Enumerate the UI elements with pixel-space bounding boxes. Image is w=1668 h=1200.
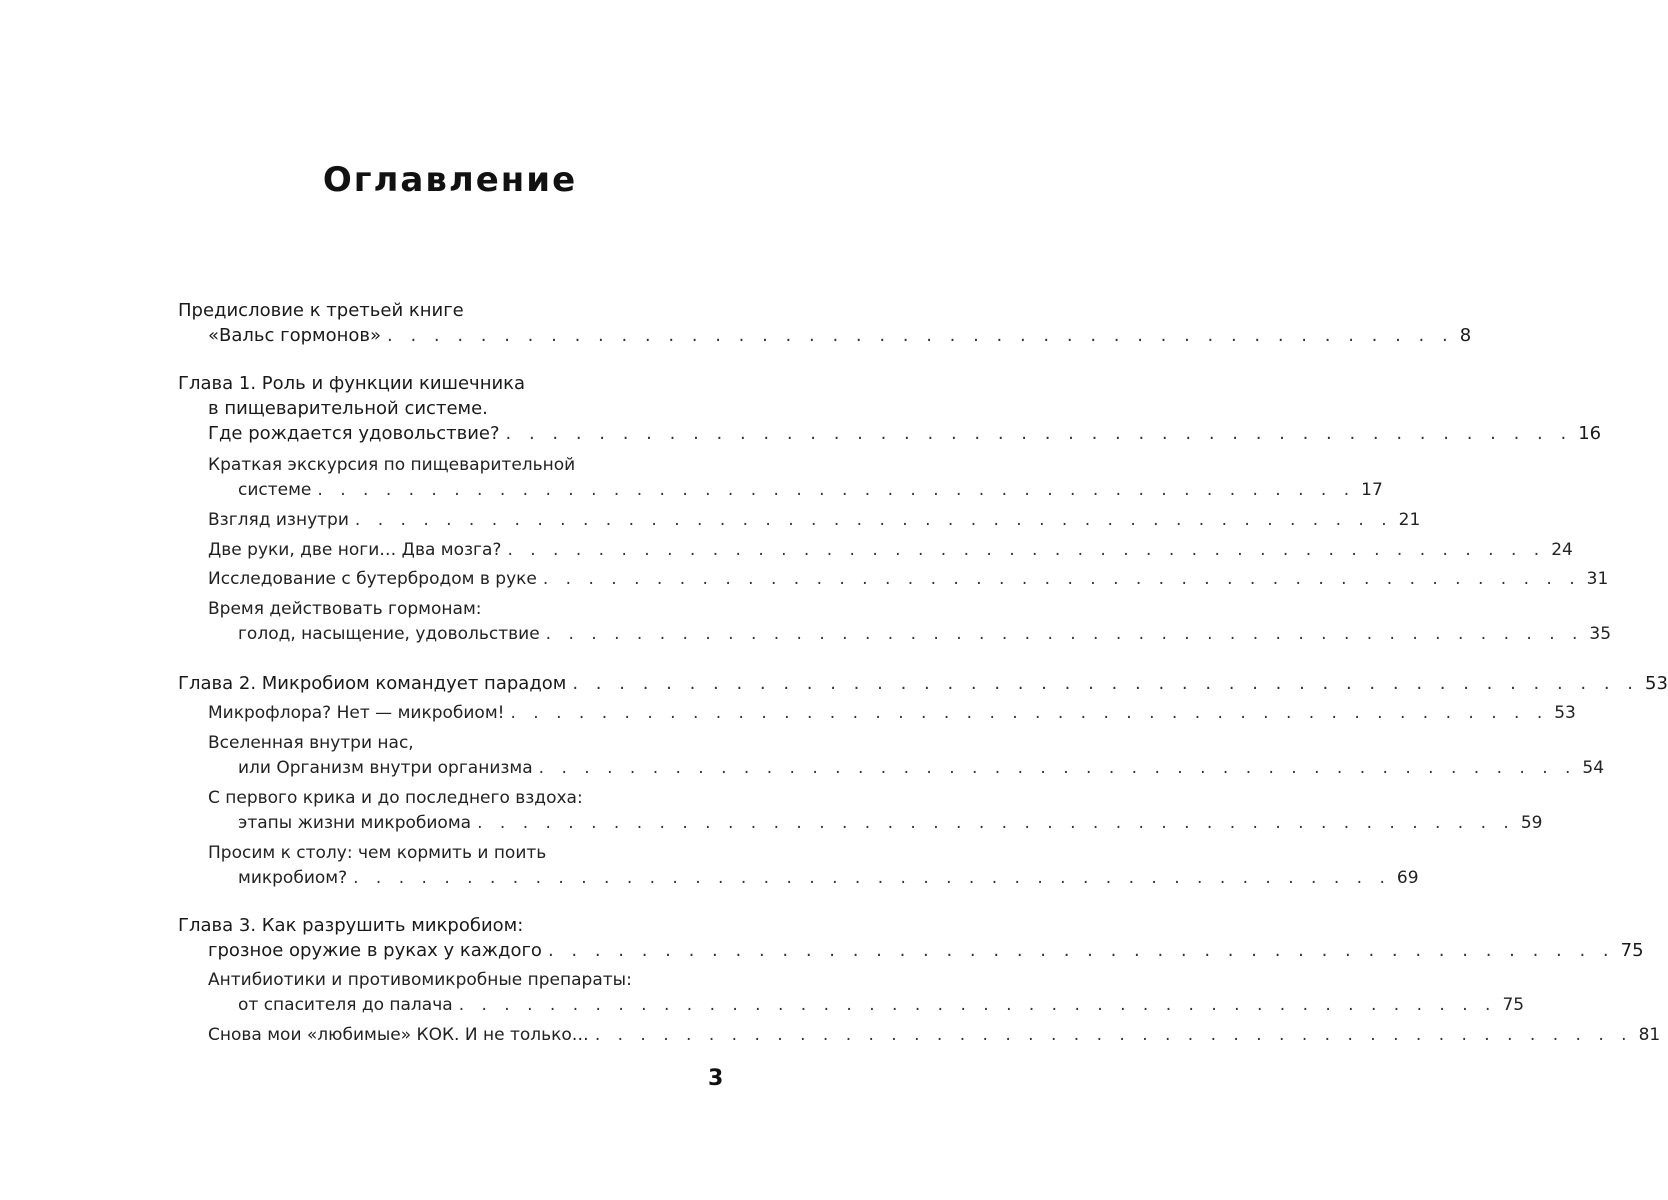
toc-page-number: 59 xyxy=(1520,813,1543,833)
toc-entry-line: Антибиотики и противомикробные препараты: xyxy=(208,970,632,990)
toc-entry-line: Вселенная внутри нас, xyxy=(208,733,414,753)
toc-entry-preface[interactable] xyxy=(178,298,1472,348)
toc-entry-title: Где рождается удовольствие? xyxy=(208,423,500,444)
toc-entry-title: «Вальс гормонов» xyxy=(208,325,382,346)
toc-entry-title: Исследование с бутербродом в руке xyxy=(208,569,537,589)
toc-entry-title: грозное оружие в руках у каждого xyxy=(208,940,542,961)
toc-page-number: 69 xyxy=(1396,868,1419,888)
toc-entry-sub[interactable] xyxy=(178,786,1543,836)
dot-leader: . . . . . . . . . . . . . . . . . . . . . . . . . . . . . . . . . . . . . . . . . . . . . . xyxy=(505,423,1573,444)
toc-entry-sub[interactable] xyxy=(178,841,1419,891)
toc-page-number: 17 xyxy=(1361,480,1383,500)
dot-leader: . . . . . . . . . . . . . . . . . . . . . . . . . . . . . . . . . . . . . . . . . . . . . . xyxy=(477,813,1515,833)
dot-leader: . . . . . . . . . . . . . . . . . . . . . . . . . . . . . . . . . . . . . . . . . . . . . . xyxy=(538,758,1577,778)
toc-entry-chapter-2[interactable] xyxy=(178,671,1668,696)
toc-entry-sub[interactable] xyxy=(178,538,1573,563)
toc-entry-title: Микрофлора? Нет — микробиом! xyxy=(208,703,505,723)
dot-leader: . . . . . . . . . . . . . . . . . . . . . . . . . . . . . . . . . . . . . . . . . . . . . . xyxy=(545,624,1584,644)
dot-leader: . . . . . . . . . . . . . . . . . . . . . . . . . . . . . . . . . . . . . . . . . . . . . . xyxy=(594,1025,1633,1045)
toc-entry-line: Просим к столу: чем кормить и поить xyxy=(208,843,547,863)
toc-page-number: 16 xyxy=(1578,423,1602,444)
toc-entry-title: системе xyxy=(238,480,312,500)
toc-entry-chapter-1[interactable] xyxy=(178,371,1602,446)
toc-entry-title: Снова мои «любимые» КОК. И не только… xyxy=(208,1025,589,1045)
toc-page-number: 81 xyxy=(1638,1025,1661,1045)
toc-entry-title: этапы жизни микробиома xyxy=(238,813,472,833)
toc-entry-sub[interactable] xyxy=(178,453,1383,503)
toc-entry-line: Предисловие к третьей книге xyxy=(178,300,464,321)
toc-entry-line: Глава 3. Как разрушить микробиом: xyxy=(178,915,524,936)
toc-page-number: 53 xyxy=(1645,673,1668,694)
toc-entry-title: Глава 2. Микробиом командует парадом xyxy=(178,673,567,694)
toc-entry-line: Время действовать гормонам: xyxy=(208,599,482,619)
dot-leader: . . . . . . . . . . . . . . . . . . . . . . . . . . . . . . . . . . . . . . . . . . . . . . xyxy=(547,940,1615,961)
toc-entry-line: Краткая экскурсия по пищеварительной xyxy=(208,455,576,475)
toc-page-number: 21 xyxy=(1398,510,1421,530)
dot-leader: . . . . . . . . . . . . . . . . . . . . . . . . . . . . . . . . . . . . . . . . . . . . . . xyxy=(353,868,1391,888)
toc-entry-line: в пищеварительной системе. xyxy=(208,398,488,419)
toc-entry-chapter-3[interactable] xyxy=(178,913,1644,963)
toc-entry-sub[interactable] xyxy=(178,1023,1661,1048)
page-title: Оглавление xyxy=(322,160,578,200)
dot-leader: . . . . . . . . . . . . . . . . . . . . . . . . . . . . . . . . . . . . . . . . . . . . . . xyxy=(317,480,1356,500)
toc-entry-sub[interactable] xyxy=(178,597,1612,647)
dot-leader: . . . . . . . . . . . . . . . . . . . . . . . . . . . . . . . . . . . . . . . . . . . . . . xyxy=(510,703,1549,723)
toc-entry-sub[interactable] xyxy=(178,567,1609,592)
toc-page-number: 75 xyxy=(1502,995,1525,1015)
dot-leader: . . . . . . . . . . . . . . . . . . . . . . . . . . . . . . . . . . . . . . . . . . . . . . xyxy=(354,510,1393,530)
toc-entry-sub[interactable] xyxy=(178,968,1525,1018)
dot-leader: . . . . . . . . . . . . . . . . . . . . . . . . . . . . . . . . . . . . . . . . . . . . . . xyxy=(542,569,1581,589)
dot-leader: . . . . . . . . . . . . . . . . . . . . . . . . . . . . . . . . . . . . . . . . . . . . . . xyxy=(458,995,1497,1015)
toc-page-number: 31 xyxy=(1586,569,1609,589)
toc-entry-sub[interactable] xyxy=(178,731,1605,781)
toc-entry-title: от спасителя до палача xyxy=(238,995,453,1015)
dot-leader: . . . . . . . . . . . . . . . . . . . . . . . . . . . . . . . . . . . . . . . . . . . . . . xyxy=(507,540,1546,560)
dot-leader: . . . . . . . . . . . . . . . . . . . . . . . . . . . . . . . . . . . . . . . . . . . . . . xyxy=(387,325,1454,346)
dot-leader: . . . . . . . . . . . . . . . . . . . . . . . . . . . . . . . . . . . . . . . . . . . . . . xyxy=(572,673,1640,694)
toc-page-number: 54 xyxy=(1582,758,1605,778)
toc-entry-title: или Организм внутри организма xyxy=(238,758,533,778)
toc-entry-line: Глава 1. Роль и функции кишечника xyxy=(178,373,526,394)
toc-page-number: 35 xyxy=(1589,624,1612,644)
toc-entry-title: микробиом? xyxy=(238,868,348,888)
toc-page-number: 75 xyxy=(1620,940,1644,961)
toc-entry-title: Две руки, две ноги… Два мозга? xyxy=(208,540,502,560)
page-number: 3 xyxy=(708,1066,724,1091)
toc-page-number: 24 xyxy=(1551,540,1573,560)
toc-page-number: 53 xyxy=(1554,703,1576,723)
toc-entry-sub[interactable] xyxy=(178,508,1421,533)
toc-page-number: 8 xyxy=(1459,325,1472,346)
toc-entry-title: Взгляд изнутри xyxy=(208,510,349,530)
toc-entry-title: голод, насыщение, удовольствие xyxy=(238,624,540,644)
toc-entry-sub[interactable] xyxy=(178,701,1576,726)
toc-entry-line: С первого крика и до последнего вздоха: xyxy=(208,788,583,808)
